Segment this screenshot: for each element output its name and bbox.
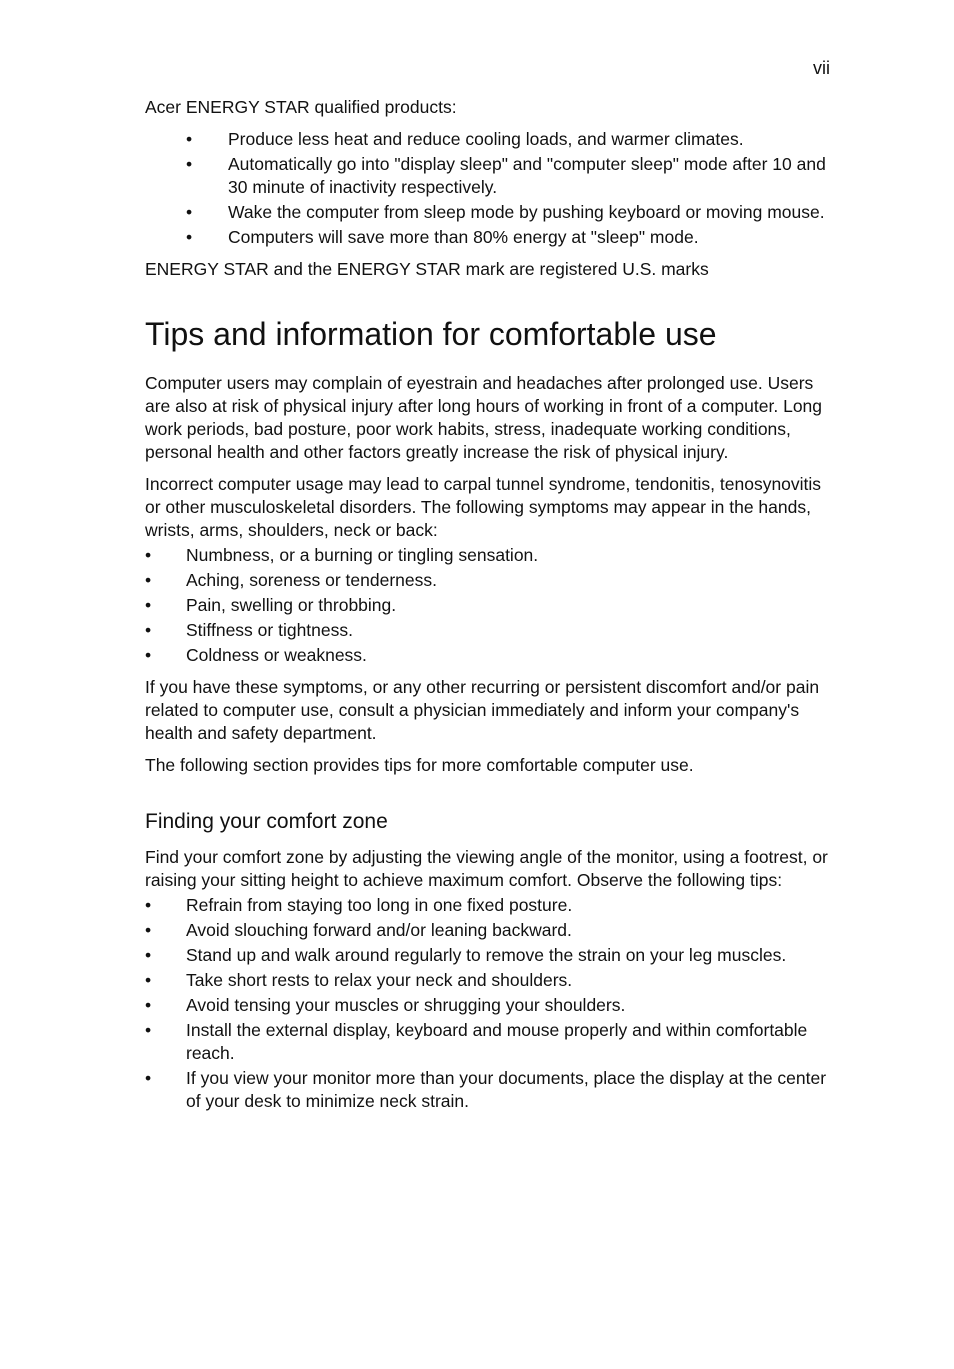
bullet-icon: • [145,945,152,965]
bullet-icon: • [186,154,193,174]
bullet-icon: • [145,970,152,990]
list-item-text: Coldness or weakness. [186,645,367,665]
list-item-text: Numbness, or a burning or tingling sensation. [186,545,539,565]
list-item [145,894,833,917]
list-item [145,944,833,967]
bullet-icon: • [145,595,152,615]
list-item-text: Install the external display, keyboard and mouse properly and within comfortable reach. [186,1020,808,1063]
list-item-text: Computers will save more than 80% energy at "sleep" mode. [228,227,699,247]
list-item [145,644,833,667]
paragraph: Incorrect computer usage may lead to carpal tunnel syndrome, tendonitis, tenosynovitis or other musculoskeletal disorders. The following symptoms may appear in the hands, wrists, arms, shoulders, neck or back: [145,474,822,540]
bullet-icon: • [186,202,193,222]
list-item-text: Avoid tensing your muscles or shrugging your shoulders. [186,995,626,1015]
section-heading: Tips and information for comfortable use [145,316,717,352]
list-item-text: Stand up and walk around regularly to remove the strain on your leg muscles. [186,945,787,965]
list-item [145,201,833,224]
list-item-text: Aching, soreness or tenderness. [186,570,437,590]
bullet-icon: • [145,645,152,665]
list-item-text: Pain, swelling or throbbing. [186,595,397,615]
list-item [145,1019,833,1065]
list-item [145,969,833,992]
bullet-icon: • [145,545,152,565]
energy-star-intro: Acer ENERGY STAR qualified products: [145,97,457,117]
list-item-text: Refrain from staying too long in one fixed posture. [186,895,573,915]
bullet-icon: • [145,895,152,915]
list-item-text: If you view your monitor more than your documents, place the display at the center of your desk to minimize neck strain. [186,1068,827,1111]
list-item-text: Automatically go into "display sleep" and "computer sleep" mode after 10 and 30 minute of inactivity respectively. [228,154,826,197]
page-number: vii [813,58,830,78]
bullet-icon: • [186,129,193,149]
list-item [145,619,833,642]
paragraph: The following section provides tips for more comfortable computer use. [145,755,694,775]
list-item [145,153,833,199]
list-item [145,994,833,1017]
bullet-icon: • [145,1068,152,1088]
bullet-icon: • [186,227,193,247]
bullet-icon: • [145,570,152,590]
symptoms-list [145,544,833,667]
list-item-text: Produce less heat and reduce cooling loads, and warmer climates. [228,129,744,149]
bullet-icon: • [145,995,152,1015]
page-content [145,96,833,1122]
list-item-text: Take short rests to relax your neck and shoulders. [186,970,573,990]
list-item [145,569,833,592]
paragraph: If you have these symptoms, or any other recurring or persistent discomfort and/or pain related to computer use, consult a physician immediately and inform your company's health and safety department. [145,677,820,743]
bullet-icon: • [145,620,152,640]
list-item [145,919,833,942]
trademark-note: ENERGY STAR and the ENERGY STAR mark are registered U.S. marks [145,259,709,279]
paragraph: Computer users may complain of eyestrain and headaches after prolonged use. Users are also at risk of physical injury after long hours of working in front of a computer. Long work periods, bad posture, poor work habits, stress, inadequate working conditions, personal health and other factors greatly increase the risk of physical injury. [145,373,823,462]
energy-star-list [145,128,833,249]
list-item [145,226,833,249]
list-item-text: Stiffness or tightness. [186,620,353,640]
list-item-text: Avoid slouching forward and/or leaning backward. [186,920,572,940]
list-item [145,128,833,151]
list-item-text: Wake the computer from sleep mode by pushing keyboard or moving mouse. [228,202,825,222]
list-item [145,594,833,617]
bullet-icon: • [145,920,152,940]
comfort-tips-list [145,894,833,1113]
list-item [145,544,833,567]
list-item [145,1067,833,1113]
subsection-heading: Finding your comfort zone [145,810,388,833]
paragraph: Find your comfort zone by adjusting the viewing angle of the monitor, using a footrest, or raising your sitting height to achieve maximum comfort. Observe the following tips: [145,847,828,890]
bullet-icon: • [145,1020,152,1040]
